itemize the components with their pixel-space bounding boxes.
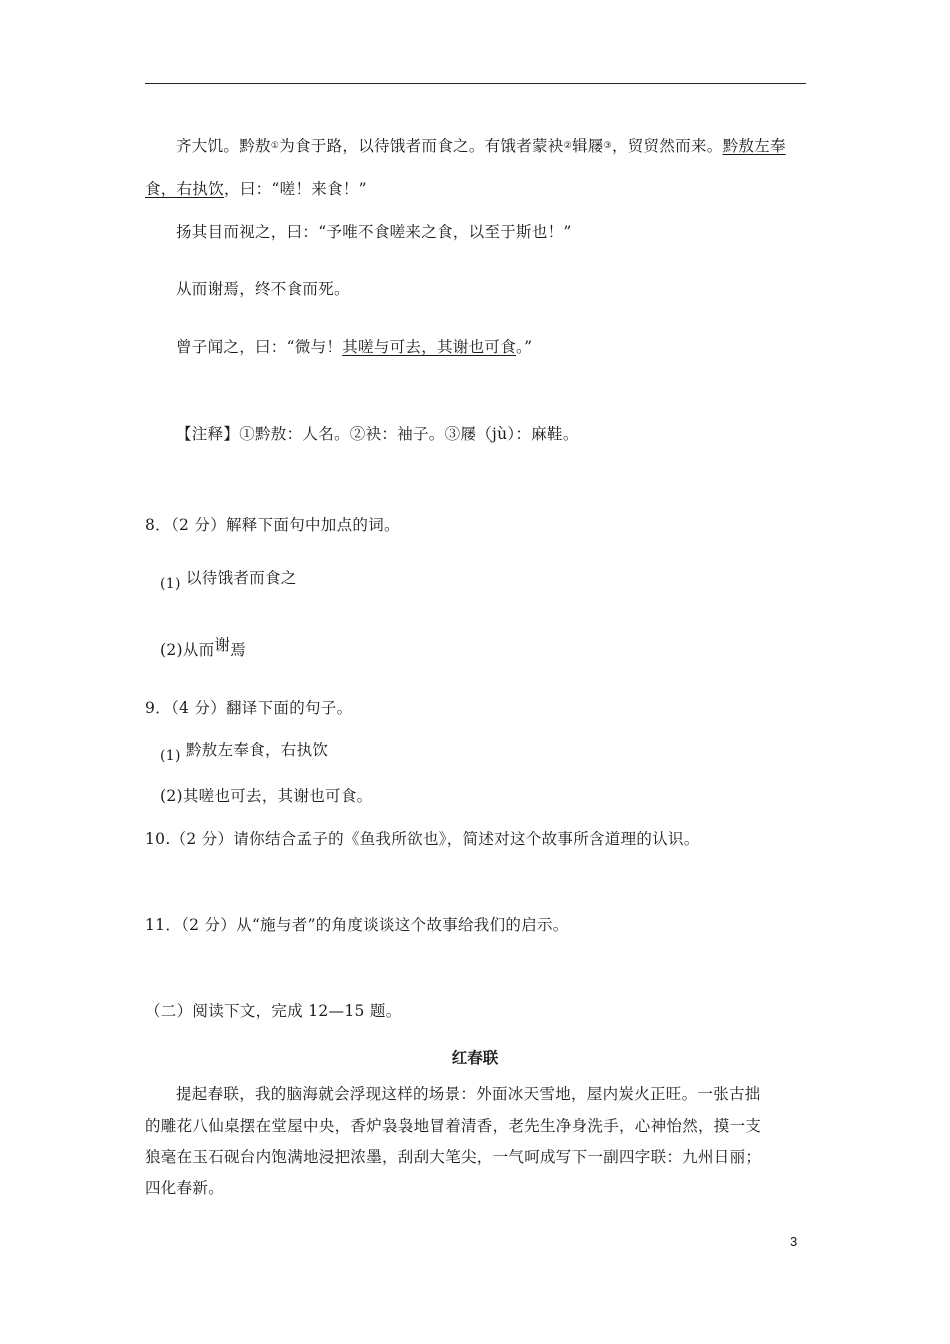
underlined-phrase: 其嗟与可去，其谢也可食 [342, 338, 517, 356]
underlined-phrase: 食，右执饮 [145, 180, 225, 198]
question-10: 10.（2 分）请你结合孟子的《鱼我所欲也》，简述对这个故事所含道理的认识。 [145, 830, 700, 848]
question-8-item-2: (2)从而谢焉 [160, 636, 247, 659]
section-2-intro: （二）阅读下文，完成 12—15 题。 [145, 1002, 402, 1020]
question-9-item-2: (2)其嗟也可去，其谢也可食。 [160, 787, 373, 805]
article-line-1: 提起春联，我的脑海就会浮现这样的场景：外面冰天雪地，屋内炭火正旺。一张古拙 [176, 1085, 761, 1103]
page-number: 3 [790, 1234, 798, 1249]
question-11: 11．（2 分）从“施与者”的角度谈谈这个故事给我们的启示。 [145, 916, 569, 934]
underlined-phrase: 黔敖左奉 [722, 137, 786, 155]
passage-line-1: 齐大饥。黔敖①为食于路，以待饿者而食之。有饿者蒙袂②辑屦③，贸贸然而来。黔敖左奉 [176, 137, 786, 155]
annotation-note: 【注释】①黔敖：人名。②袂：袖子。③屦（jù）：麻鞋。 [176, 425, 579, 443]
passage-line-5: 曾子闻之，曰：“微与！其嗟与可去，其谢也可食。” [176, 338, 533, 356]
question-9: 9．（4 分）翻译下面的句子。 [145, 699, 353, 717]
article-title: 红春联 [451, 1049, 499, 1067]
article-line-2: 的雕花八仙桌摆在堂屋中央，香炉袅袅地冒着清香，老先生净身洗手，心神怡然，摸一支 [145, 1117, 762, 1135]
question-9-item-1: (1) 黔敖左奉食，右执饮 [160, 741, 329, 764]
article-line-3: 狼毫在玉石砚台内饱满地浸把浓墨，刮刮大笔尖，一气呵成写下一副四字联：九州日丽； [145, 1148, 762, 1166]
question-8: 8．（2 分）解释下面句中加点的词。 [145, 516, 400, 534]
article-line-4: 四化春新。 [145, 1179, 225, 1197]
passage-line-2: 食，右执饮，曰：“嗟！来食！” [145, 180, 367, 198]
question-8-item-1: (1) 以待饿者而食之 [160, 569, 297, 592]
header-rule [145, 83, 806, 84]
passage-line-3: 扬其目而视之，曰：“予唯不食嗟来之食，以至于斯也！” [176, 223, 572, 241]
passage-line-4: 从而谢焉，终不食而死。 [176, 280, 350, 298]
